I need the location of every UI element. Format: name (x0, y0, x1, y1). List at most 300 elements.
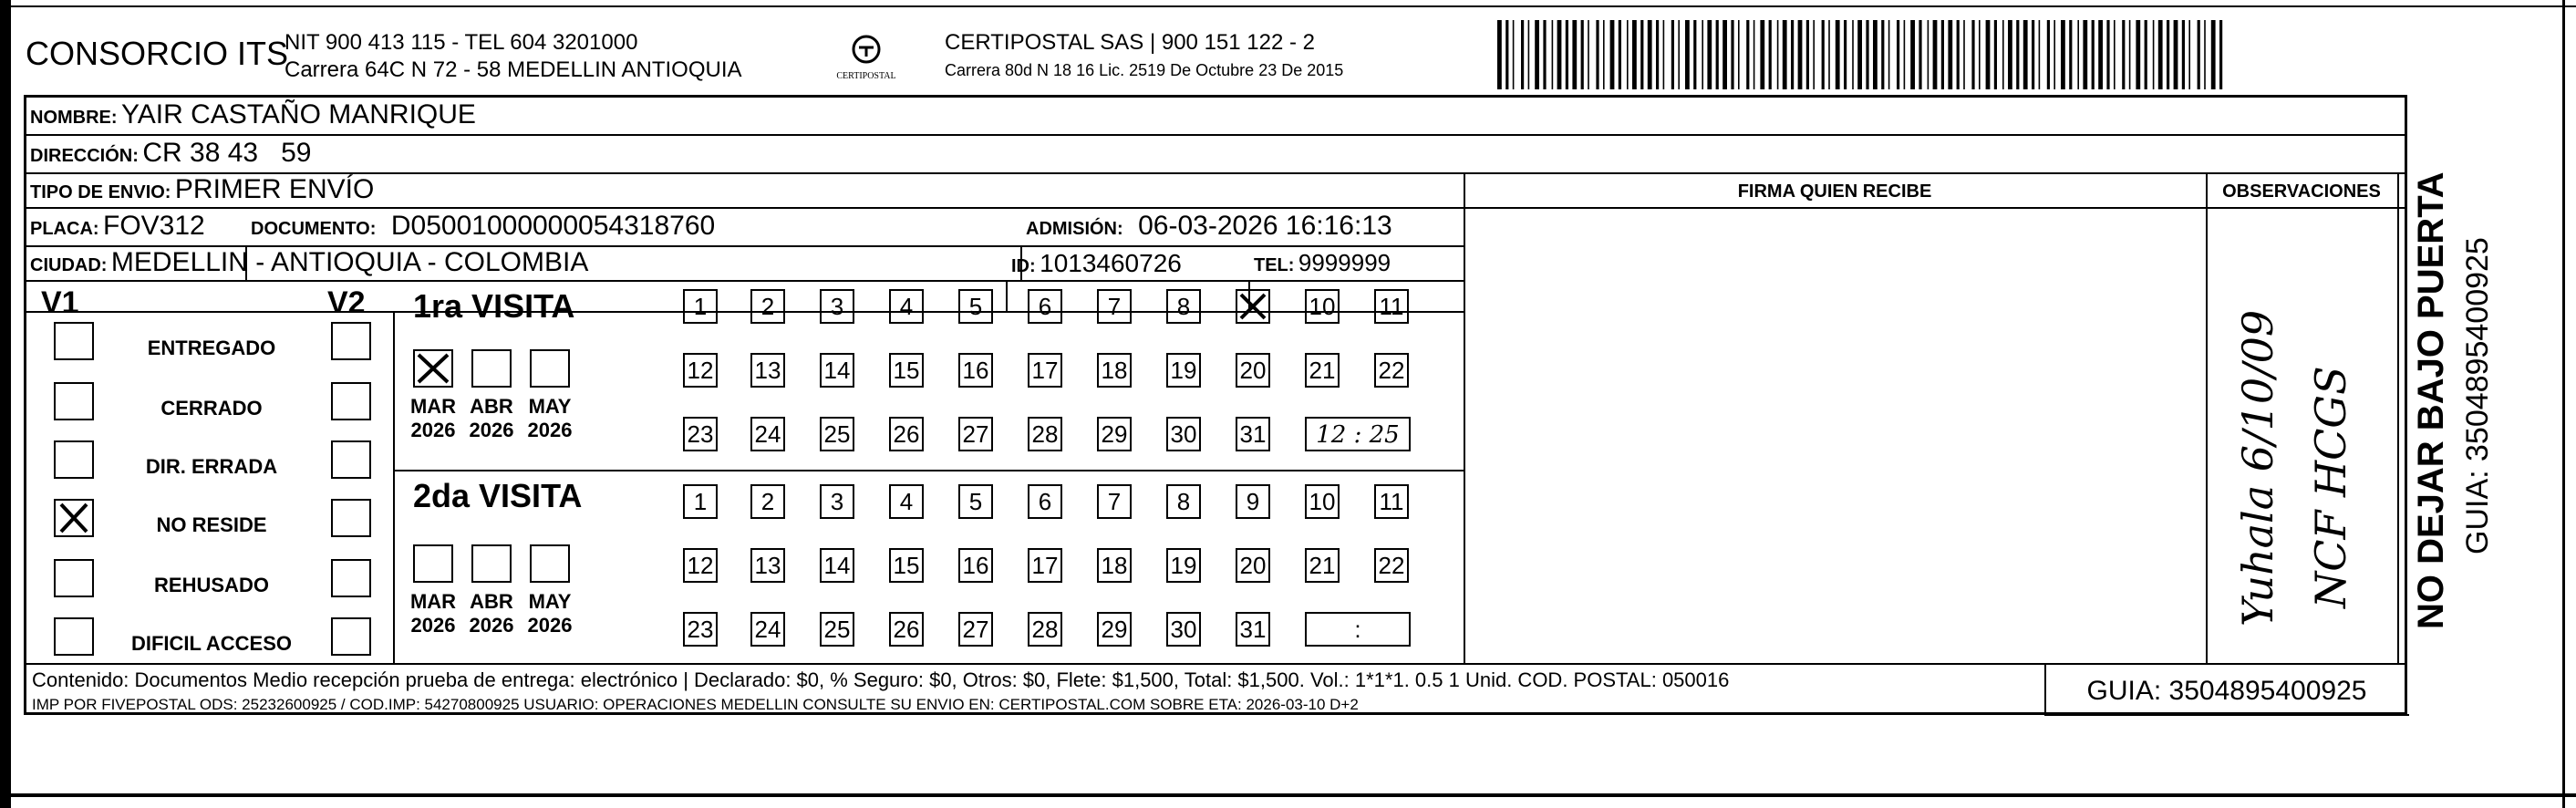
barcode-bar (1986, 20, 1991, 89)
certipostal-logo (825, 27, 907, 89)
day-box[interactable] (683, 484, 718, 519)
tel-value: 9999999 (1298, 249, 1391, 276)
barcode-bar (2174, 20, 2178, 89)
bottom-edge (0, 793, 2576, 797)
status-option-label: CERRADO (160, 397, 263, 420)
barcode-bar (1963, 20, 1965, 89)
day-number: 18 (1101, 357, 1128, 384)
admission-value: 06-03-2026 16:16:13 (1138, 211, 1392, 241)
day-box[interactable] (1236, 289, 1270, 324)
barcode-bar (1760, 20, 1764, 89)
day-box[interactable] (683, 612, 718, 647)
company-nit: NIT 900 413 115 - TEL 604 3201000 (284, 30, 638, 55)
barcode-bar (2204, 20, 2206, 89)
day-number: 31 (1239, 616, 1267, 643)
month-option (408, 590, 459, 637)
day-number: 29 (1101, 616, 1128, 643)
day-box[interactable] (958, 417, 993, 451)
barcode-bar (1754, 20, 1755, 89)
month-option (408, 395, 459, 442)
status-option-label: DIFICIL ACCESO (130, 632, 292, 655)
v1-checkbox[interactable] (54, 382, 94, 420)
rule (26, 207, 2405, 209)
barcode-bar (1596, 20, 1598, 89)
day-number: 24 (754, 616, 781, 643)
barcode-bar (1702, 20, 1703, 89)
status-option-label: ENTREGADO (147, 337, 276, 359)
contents-line: Contenido: Documentos Medio recepción prueba de entrega: electrónico | Declarado: $0, % Seguro: $0, Otros: $0, Flete: $1,500, Total: $1,500. Vol.: 1*1*1. 0.5 1 Unid. COD. POSTAL: 050016 (32, 668, 1730, 691)
type-field (30, 174, 374, 205)
day-box[interactable] (1374, 353, 1409, 388)
day-box[interactable] (1236, 417, 1270, 451)
barcode-bar (1933, 20, 1938, 89)
barcode-bar (1971, 20, 1974, 89)
barcode-bar (1678, 20, 1680, 89)
barcode-bar (2054, 20, 2055, 89)
rule (393, 470, 1464, 471)
guia-number: GUIA: 3504895400925 (2086, 676, 2367, 706)
day-number: 17 (1031, 357, 1059, 384)
rule (1464, 172, 1465, 663)
barcode-bar (1610, 20, 1615, 89)
barcode (1497, 20, 2225, 89)
day-number: 10 (1309, 293, 1336, 320)
status-option-label: DIR. ERRADA (145, 455, 278, 478)
v2-checkbox[interactable] (331, 382, 371, 420)
v2-checkbox[interactable] (331, 440, 371, 479)
barcode-bar (1513, 20, 1515, 89)
day-number: 18 (1101, 552, 1128, 579)
day-box[interactable] (1374, 484, 1409, 519)
day-box[interactable] (958, 289, 993, 324)
barcode-bar (1543, 20, 1546, 89)
day-box[interactable] (750, 289, 785, 324)
day-box[interactable] (1028, 484, 1062, 519)
time-box[interactable] (1305, 417, 1411, 451)
month-checkbox[interactable] (530, 544, 570, 583)
day-box[interactable] (1305, 353, 1340, 388)
v1-checkbox[interactable] (54, 440, 94, 479)
rule (2397, 172, 2399, 663)
day-box[interactable] (1166, 289, 1201, 324)
v1-checkbox[interactable] (54, 499, 94, 537)
id-label: ID: (1011, 256, 1036, 276)
plate-label: PLACA: (30, 219, 99, 239)
day-number: 23 (687, 616, 714, 643)
year-label: 2026 (469, 614, 514, 637)
day-number: 9 (1246, 488, 1260, 515)
barcode-bar (2188, 20, 2190, 89)
signature-header: FIRMA QUIEN RECIBE (1737, 181, 1932, 202)
day-box[interactable] (1166, 548, 1201, 583)
day-box[interactable] (683, 353, 718, 388)
barcode-bar (2092, 20, 2095, 89)
document-value: D05001000000054318760 (390, 211, 716, 241)
day-number: 25 (823, 616, 851, 643)
certipostal-nit: CERTIPOSTAL SAS | 900 151 122 - 2 (945, 30, 1315, 55)
day-number: 16 (962, 357, 989, 384)
document-field (251, 211, 715, 242)
day-number: 6 (1038, 293, 1052, 320)
day-number: 16 (962, 552, 989, 579)
year-label: 2026 (469, 419, 514, 441)
day-number: 28 (1031, 420, 1059, 448)
day-box[interactable] (750, 353, 785, 388)
month-checkbox[interactable] (530, 349, 570, 388)
document-label: DOCUMENTO: (251, 219, 377, 239)
barcode-bar (1685, 20, 1690, 89)
v1-checkbox[interactable] (54, 617, 94, 656)
type-label: TIPO DE ENVIO: (30, 182, 171, 202)
v2-checkbox[interactable] (331, 499, 371, 537)
day-box[interactable] (958, 353, 993, 388)
day-box[interactable] (750, 484, 785, 519)
month-checkbox[interactable] (471, 349, 512, 388)
barcode-bar (2198, 20, 2200, 89)
barcode-bar (2077, 20, 2079, 89)
observations-header: OBSERVACIONES (2222, 181, 2381, 202)
day-box[interactable] (1028, 289, 1062, 324)
day-box[interactable] (889, 548, 924, 583)
delivery-form (24, 95, 2407, 715)
city-label: CIUDAD: (30, 255, 108, 275)
status-option-label: REHUSADO (154, 574, 269, 596)
barcode-bar (1557, 20, 1562, 89)
day-number: 25 (823, 420, 851, 448)
barcode-bar (1979, 20, 1981, 89)
day-number: 22 (1378, 552, 1405, 579)
barcode-bar (2122, 20, 2125, 89)
barcode-bar (2106, 20, 2109, 89)
v2-checkbox[interactable] (331, 559, 371, 597)
barcode-bar (1566, 20, 1568, 89)
time-box[interactable] (1305, 612, 1411, 647)
tel-field (1254, 249, 1391, 277)
visit1-title: 1ra VISITA (413, 287, 575, 325)
v1-checkbox[interactable] (54, 559, 94, 597)
day-box[interactable] (683, 417, 718, 451)
barcode-bar (2069, 20, 2072, 89)
day-number: 14 (823, 552, 851, 579)
day-box[interactable] (1166, 353, 1201, 388)
barcode-bar (1828, 20, 1830, 89)
barcode-bar (1693, 20, 1696, 89)
barcode-bar (1528, 20, 1530, 89)
address-label: DIRECCIÓN: (30, 146, 139, 166)
barcode-bar (2153, 20, 2155, 89)
day-number: 2 (760, 293, 775, 320)
id-field (1011, 249, 1182, 278)
barcode-bar (1866, 20, 1868, 89)
day-box[interactable] (1236, 548, 1270, 583)
month-option (524, 590, 575, 637)
barcode-bar (1746, 20, 1749, 89)
barcode-bar (2182, 20, 2185, 89)
day-number: 13 (754, 552, 781, 579)
day-number: 7 (1107, 293, 1122, 320)
day-box[interactable] (750, 548, 785, 583)
barcode-bar (1627, 20, 1629, 89)
name-field (30, 99, 476, 130)
barcode-bar (1707, 20, 1712, 89)
rule (26, 134, 2405, 136)
day-box[interactable] (1097, 548, 1132, 583)
day-box[interactable] (889, 353, 924, 388)
day-box[interactable] (889, 484, 924, 519)
month-label: ABR (470, 395, 513, 418)
month-option (524, 395, 575, 442)
barcode-bar (1648, 20, 1652, 89)
barcode-bar (1881, 20, 1884, 89)
v1-header: V1 (41, 285, 79, 320)
top-border (0, 5, 2576, 7)
day-box[interactable] (889, 417, 924, 451)
side-warning: NO DEJAR BAJO PUERTA (2411, 171, 2451, 629)
month-option (466, 395, 517, 442)
day-number: 30 (1170, 616, 1197, 643)
day-box[interactable] (1236, 353, 1270, 388)
barcode-bar (2061, 20, 2065, 89)
barcode-bar (2032, 20, 2034, 89)
day-number: 2 (760, 488, 775, 515)
barcode-bar (1888, 20, 1890, 89)
barcode-bar (1928, 20, 1929, 89)
day-box[interactable] (1028, 353, 1062, 388)
city-value: MEDELLIN - ANTIOQUIA - COLOMBIA (110, 247, 589, 277)
day-box[interactable] (683, 289, 718, 324)
day-number: 15 (893, 552, 920, 579)
day-number: 28 (1031, 616, 1059, 643)
print-info-line: IMP POR FIVEPOSTAL ODS: 25232600925 / COD.IMP: 54270800925 USUARIO: OPERACIONES MEDELLIN CONSULTE SU ENVIO EN: CERTIPOSTAL.COM SOBRE ETA: 2026-03-10 D+2 (32, 696, 1359, 713)
day-box[interactable] (1305, 484, 1340, 519)
day-number: 5 (968, 488, 983, 515)
barcode-bar (1738, 20, 1740, 89)
day-box[interactable] (683, 548, 718, 583)
company-info (284, 29, 742, 84)
admission-label: ADMISIÓN: (1026, 219, 1123, 239)
day-box[interactable] (1374, 289, 1409, 324)
rule (393, 311, 395, 663)
barcode-bar (1723, 20, 1727, 89)
barcode-bar (1844, 20, 1847, 89)
barcode-bar (1852, 20, 1854, 89)
day-box[interactable] (750, 612, 785, 647)
day-number: 10 (1309, 488, 1336, 515)
day-box[interactable] (1097, 353, 1132, 388)
barcode-bar (1948, 20, 1952, 89)
v1-checkbox[interactable] (54, 322, 94, 360)
barcode-bar (1663, 20, 1665, 89)
day-box[interactable] (1305, 548, 1340, 583)
day-number: 3 (830, 488, 844, 515)
barcode-bar (1777, 20, 1779, 89)
day-box[interactable] (1097, 484, 1132, 519)
name-value: YAIR CASTAÑO MANRIQUE (121, 99, 476, 129)
day-number: 6 (1038, 488, 1052, 515)
barcode-bar (1873, 20, 1878, 89)
barcode-bar (2211, 20, 2216, 89)
day-number: 21 (1309, 357, 1336, 384)
barcode-bar (1806, 20, 1809, 89)
barcode-bar (1552, 20, 1554, 89)
barcode-bar (1822, 20, 1825, 89)
barcode-bar (1505, 20, 1508, 89)
barcode-bar (1731, 20, 1733, 89)
day-box[interactable] (1097, 612, 1132, 647)
barcode-bar (1671, 20, 1674, 89)
day-box[interactable] (1097, 417, 1132, 451)
day-number: 4 (899, 293, 914, 320)
day-box[interactable] (889, 289, 924, 324)
right-edge (2562, 0, 2565, 808)
day-number: 20 (1239, 552, 1267, 579)
barcode-bar (2167, 20, 2169, 89)
rule (26, 663, 2405, 665)
barcode-bar (2047, 20, 2050, 89)
barcode-bar (2023, 20, 2028, 89)
month-option (466, 590, 517, 637)
barcode-bar (1813, 20, 1815, 89)
year-label: 2026 (527, 614, 573, 637)
day-number: 26 (893, 420, 920, 448)
id-value: 1013460726 (1040, 249, 1182, 277)
barcode-bar (1769, 20, 1772, 89)
day-number: 31 (1239, 420, 1267, 448)
v2-header: V2 (327, 285, 366, 320)
day-number: 3 (830, 293, 844, 320)
month-label: MAR (409, 590, 457, 613)
barcode-bar (1619, 20, 1621, 89)
barcode-bar (2158, 20, 2163, 89)
month-label: MAY (528, 590, 572, 613)
day-box[interactable] (820, 289, 854, 324)
barcode-bar (2219, 20, 2222, 89)
day-number: 21 (1309, 552, 1336, 579)
status-option-label: NO RESIDE (156, 513, 267, 536)
barcode-bar (2136, 20, 2140, 89)
company-address: Carrera 64C N 72 - 58 MEDELLIN ANTIOQUIA (284, 57, 742, 82)
day-box[interactable] (820, 548, 854, 583)
day-box[interactable] (1236, 484, 1270, 519)
day-box[interactable] (1374, 548, 1409, 583)
month-label: MAY (528, 395, 572, 418)
name-label: NOMBRE: (30, 108, 118, 128)
rule (2206, 172, 2208, 663)
address-field (30, 138, 311, 169)
day-number: 12 : 25 (1316, 421, 1400, 449)
day-box[interactable] (1166, 612, 1201, 647)
barcode-bar (1904, 20, 1906, 89)
barcode-bar (1581, 20, 1584, 89)
logo-text: CERTIPOSTAL (836, 71, 896, 81)
day-number: 8 (1176, 293, 1191, 320)
address-value: CR 38 43 59 (142, 138, 312, 168)
day-box[interactable] (750, 417, 785, 451)
day-box[interactable] (958, 612, 993, 647)
day-number: 26 (893, 616, 920, 643)
day-number: 11 (1379, 293, 1404, 320)
day-box[interactable] (820, 353, 854, 388)
day-number: : (1354, 616, 1361, 643)
day-box[interactable] (1028, 548, 1062, 583)
type-value: PRIMER ENVÍO (174, 174, 375, 204)
barcode-bar (1603, 20, 1605, 89)
day-number: 1 (693, 488, 708, 515)
day-number: 13 (754, 357, 781, 384)
day-box[interactable] (820, 612, 854, 647)
month-label: ABR (470, 590, 513, 613)
barcode-bar (1497, 20, 1502, 89)
barcode-bar (1783, 20, 1787, 89)
day-box[interactable] (889, 612, 924, 647)
day-box[interactable] (820, 484, 854, 519)
rule (1006, 280, 1008, 311)
day-number: 8 (1176, 488, 1191, 515)
city-field (30, 247, 588, 278)
day-box[interactable] (958, 484, 993, 519)
day-box[interactable] (1166, 417, 1201, 451)
admission-field (1026, 211, 1392, 242)
day-number: 30 (1170, 420, 1197, 448)
barcode-bar (2129, 20, 2131, 89)
rule (26, 172, 2405, 174)
barcode-bar (1791, 20, 1794, 89)
year-label: 2026 (527, 419, 573, 441)
day-number: 12 (687, 552, 714, 579)
month-checkbox[interactable] (471, 544, 512, 583)
year-label: 2026 (410, 614, 456, 637)
day-number: 12 (687, 357, 714, 384)
barcode-bar (1919, 20, 1921, 89)
year-label: 2026 (410, 419, 456, 441)
month-checkbox[interactable] (413, 544, 453, 583)
barcode-bar (1656, 20, 1659, 89)
day-box[interactable] (1097, 289, 1132, 324)
day-number: 19 (1170, 552, 1197, 579)
day-box[interactable] (1305, 289, 1340, 324)
day-box[interactable] (820, 417, 854, 451)
day-number: 29 (1101, 420, 1128, 448)
v2-checkbox[interactable] (331, 617, 371, 656)
barcode-bar (1994, 20, 1997, 89)
barcode-bar (1588, 20, 1589, 89)
barcode-bar (1857, 20, 1862, 89)
barcode-bar (2145, 20, 2147, 89)
day-box[interactable] (1028, 612, 1062, 647)
barcode-bar (2039, 20, 2041, 89)
day-number: 14 (823, 357, 851, 384)
barcode-bar (1910, 20, 1915, 89)
barcode-bar (1521, 20, 1524, 89)
day-box[interactable] (1028, 417, 1062, 451)
barcode-bar (1632, 20, 1637, 89)
barcode-bar (1572, 20, 1577, 89)
tel-label: TEL: (1254, 255, 1295, 275)
plate-field (30, 211, 205, 242)
barcode-bar (1941, 20, 1944, 89)
day-box[interactable] (1166, 484, 1201, 519)
barcode-bar (2002, 20, 2004, 89)
month-checkbox[interactable] (413, 349, 453, 388)
day-number: 5 (968, 293, 983, 320)
day-box[interactable] (1236, 612, 1270, 647)
plate-value: FOV312 (103, 211, 205, 241)
barcode-bar (1836, 20, 1840, 89)
side-guia: GUIA: 3504895400925 (2460, 237, 2495, 554)
day-box[interactable] (958, 548, 993, 583)
day-number: 24 (754, 420, 781, 448)
v2-checkbox[interactable] (331, 322, 371, 360)
